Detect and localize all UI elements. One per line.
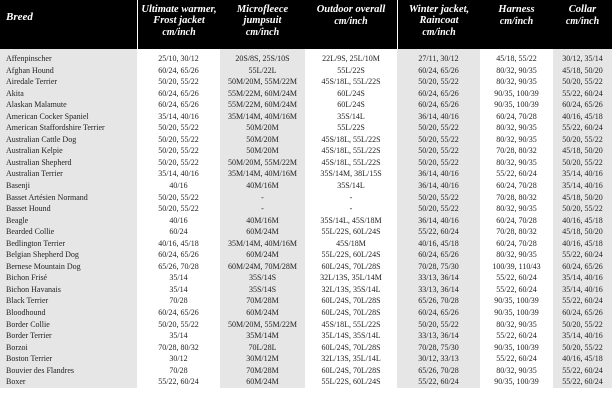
- size-cell: 80/32, 90/35: [480, 134, 553, 146]
- size-cell: 60L/24S, 70L/28S: [305, 261, 397, 273]
- size-cell: 50M/20M, 55M/22M: [220, 76, 305, 88]
- size-cell: 40M/16M: [220, 215, 305, 227]
- size-cell: 45S/18L, 55L/22S: [305, 319, 397, 331]
- size-cell: 60L/24S, 70L/28S: [305, 342, 397, 354]
- column-title: Ultimate warmer, Frost jacket: [141, 4, 217, 26]
- size-cell: 55/22, 60/24: [553, 122, 612, 134]
- size-cell: 35/14, 40/16: [137, 168, 220, 180]
- size-cell: 55/22, 60/24: [480, 272, 553, 284]
- size-cell: 80/32, 90/35: [480, 122, 553, 134]
- column-unit: cm/inch: [245, 27, 280, 38]
- column-title: Collar: [568, 4, 597, 15]
- size-cell: 50M/20M: [220, 145, 305, 157]
- table-row: [0, 295, 612, 307]
- size-cell: 90/35, 100/39: [480, 295, 553, 307]
- size-cell: 35M/14M: [220, 330, 305, 342]
- size-cell: 32L/13S, 35L/14L: [305, 353, 397, 365]
- size-cell: 35S/14S: [220, 272, 305, 284]
- size-cell: 50/20, 55/22: [137, 145, 220, 157]
- breed-cell: Basset Hound: [0, 203, 137, 215]
- table-row: [0, 238, 612, 250]
- size-cell: 60/24, 65/26: [137, 99, 220, 111]
- size-cell: 50/20, 55/22: [137, 157, 220, 169]
- table-row: [0, 342, 612, 354]
- size-cell: 70/28: [137, 365, 220, 377]
- size-cell: 55/22, 60/24: [553, 295, 612, 307]
- table-row: [0, 134, 612, 146]
- size-cell: 60M/24M: [220, 249, 305, 261]
- column-title: Outdoor overall: [316, 4, 386, 15]
- size-cell: 60/24, 65/26: [553, 99, 612, 111]
- size-cell: 40/16: [137, 180, 220, 192]
- size-cell: 20S/8S, 25S/10S: [220, 49, 305, 65]
- breed-cell: Bedlington Terrier: [0, 238, 137, 250]
- table-row: [0, 111, 612, 123]
- size-cell: 45/18, 50/20: [553, 226, 612, 238]
- size-cell: 45S/18L, 55L/22S: [305, 145, 397, 157]
- table-row: [0, 319, 612, 331]
- size-cell: 55/22, 60/24: [397, 226, 480, 238]
- size-cell: 50/20, 55/22: [137, 203, 220, 215]
- size-cell: 35M/14M, 40M/16M: [220, 111, 305, 123]
- size-cell: 90/35, 100/39: [480, 88, 553, 100]
- breed-cell: American Staffordshire Terrier: [0, 122, 137, 134]
- table-row: [0, 88, 612, 100]
- size-cell: 50/20, 55/22: [397, 76, 480, 88]
- breed-cell: Border Collie: [0, 319, 137, 331]
- size-cell: 50M/20M: [220, 134, 305, 146]
- size-cell: 35S/14S: [220, 284, 305, 296]
- size-cell: 60/24, 65/26: [397, 249, 480, 261]
- size-cell: 60/24, 65/26: [397, 99, 480, 111]
- size-cell: 50M/20M, 55M/22M: [220, 319, 305, 331]
- column-unit: cm/inch: [334, 16, 368, 27]
- size-cell: 60/24, 65/26: [397, 307, 480, 319]
- size-cell: 35/14, 40/16: [553, 180, 612, 192]
- size-cell: 35/14: [137, 330, 220, 342]
- size-cell: 33/13, 36/14: [397, 284, 480, 296]
- size-cell: 90/35, 100/39: [480, 99, 553, 111]
- size-cell: 65/26, 70/28: [397, 365, 480, 377]
- size-cell: 55L/22S, 60L/24S: [305, 249, 397, 261]
- size-cell: 35/14: [137, 272, 220, 284]
- size-cell: 50/20, 55/22: [397, 203, 480, 215]
- breed-cell: Akita: [0, 88, 137, 100]
- size-cell: 55L/22S, 60L/24S: [305, 226, 397, 238]
- size-cell: 35S/14L: [305, 111, 397, 123]
- size-cell: 50/20, 55/22: [553, 134, 612, 146]
- size-cell: 60L/24S, 70L/28S: [305, 365, 397, 377]
- table-row: [0, 330, 612, 342]
- size-cell: 27/11, 30/12: [397, 49, 480, 65]
- size-cell: 55L/22S: [305, 65, 397, 77]
- size-cell: 32L/13S, 35L/14M: [305, 272, 397, 284]
- size-cell: 35S/14M, 38L/15S: [305, 168, 397, 180]
- size-cell: 60/24, 65/26: [553, 307, 612, 319]
- column-header-4: [397, 0, 480, 49]
- size-cell: 70/28, 80/32: [480, 226, 553, 238]
- size-cell: 60/24, 65/26: [553, 261, 612, 273]
- size-cell: 70/28: [137, 295, 220, 307]
- table-row: [0, 99, 612, 111]
- size-cell: 55/22, 60/24: [137, 376, 220, 388]
- size-cell: 50/20, 55/22: [397, 319, 480, 331]
- size-cell: 55/22, 60/24: [480, 353, 553, 365]
- size-cell: -: [305, 203, 397, 215]
- size-cell: 60/24, 65/26: [137, 65, 220, 77]
- breed-cell: Belgian Shepherd Dog: [0, 249, 137, 261]
- column-unit: cm/inch: [499, 16, 534, 27]
- size-cell: 80/32, 90/35: [480, 76, 553, 88]
- size-cell: 90/35, 100/39: [480, 376, 553, 388]
- table-row: [0, 192, 612, 204]
- size-cell: 70/28, 75/30: [397, 261, 480, 273]
- breed-cell: Boston Terrier: [0, 353, 137, 365]
- size-cell: 50M/20M, 55M/22M: [220, 157, 305, 169]
- size-cell: 60/24, 70/28: [480, 238, 553, 250]
- size-cell: 55M/22M, 60M/24M: [220, 88, 305, 100]
- size-cell: 70/28, 80/32: [137, 342, 220, 354]
- size-cell: 60/24, 70/28: [480, 215, 553, 227]
- size-cell: 60M/24M: [220, 376, 305, 388]
- size-cell: 50/20, 55/22: [137, 76, 220, 88]
- size-cell: 22L/9S, 25L/10M: [305, 49, 397, 65]
- column-title: Breed: [6, 11, 33, 23]
- size-cell: 50/20, 55/22: [553, 319, 612, 331]
- breed-cell: Black Terrier: [0, 295, 137, 307]
- size-cell: 35S/14L: [305, 180, 397, 192]
- table-row: [0, 353, 612, 365]
- size-cell: 70/28, 75/30: [397, 342, 480, 354]
- column-header-2: [220, 0, 305, 49]
- table-row: [0, 122, 612, 134]
- size-cell: 55/22, 60/24: [397, 376, 480, 388]
- size-cell: 50/20, 55/22: [553, 342, 612, 354]
- size-cell: 35S/14L, 45S/18M: [305, 215, 397, 227]
- size-cell: 45/18, 50/20: [553, 145, 612, 157]
- breed-cell: Affenpinscher: [0, 49, 137, 65]
- size-cell: 80/32, 90/35: [480, 203, 553, 215]
- size-cell: 55/22, 60/24: [553, 249, 612, 261]
- size-cell: 70L/28L: [220, 342, 305, 354]
- size-cell: 60L/24S: [305, 99, 397, 111]
- table-body: [0, 49, 612, 388]
- size-cell: 60M/24M: [220, 307, 305, 319]
- size-cell: 80/32, 90/35: [480, 365, 553, 377]
- size-cell: 60/24: [137, 226, 220, 238]
- column-header-6: [553, 0, 612, 49]
- size-cell: 35M/14M, 40M/16M: [220, 168, 305, 180]
- breed-cell: Australian Cattle Dog: [0, 134, 137, 146]
- breed-cell: Afghan Hound: [0, 65, 137, 77]
- size-cell: 60/24, 65/26: [137, 307, 220, 319]
- table-header: [0, 0, 612, 49]
- size-cell: 65/26, 70/28: [397, 295, 480, 307]
- size-cell: 32L/13S, 35S/14L: [305, 284, 397, 296]
- size-cell: 33/13, 36/14: [397, 272, 480, 284]
- size-cell: 35/14, 40/16: [553, 330, 612, 342]
- size-cell: 80/32, 90/35: [480, 157, 553, 169]
- size-cell: -: [305, 192, 397, 204]
- size-cell: 36/14, 40/16: [397, 215, 480, 227]
- table-row: [0, 49, 612, 65]
- size-cell: 65/26, 70/28: [137, 261, 220, 273]
- size-cell: 50/20, 55/22: [137, 319, 220, 331]
- breed-cell: Bloodhound: [0, 307, 137, 319]
- size-cell: 50/20, 55/22: [137, 192, 220, 204]
- size-cell: 35/14, 40/16: [553, 272, 612, 284]
- breed-cell: Australian Terrier: [0, 168, 137, 180]
- column-header-1: [137, 0, 220, 49]
- size-cell: 50/20, 55/22: [553, 76, 612, 88]
- size-cell: 50/20, 55/22: [137, 122, 220, 134]
- size-cell: 60/24, 65/26: [397, 88, 480, 100]
- size-cell: 45/18, 50/20: [553, 65, 612, 77]
- breed-cell: Beagle: [0, 215, 137, 227]
- breed-cell: Bichon Havanais: [0, 284, 137, 296]
- size-cell: 33/13, 36/14: [397, 330, 480, 342]
- size-cell: 45S/18L, 55L/22S: [305, 157, 397, 169]
- column-title: Microfleece jumpsuit: [236, 4, 289, 26]
- table-row: [0, 226, 612, 238]
- breed-cell: Bouvier des Flandres: [0, 365, 137, 377]
- column-unit: cm/inch: [162, 27, 196, 38]
- size-cell: 45S/18L, 55L/22S: [305, 76, 397, 88]
- table-row: [0, 168, 612, 180]
- size-cell: 45/18, 55/22: [480, 49, 553, 65]
- size-cell: 45S/18L, 55L/22S: [305, 134, 397, 146]
- size-cell: 50/20, 55/22: [553, 157, 612, 169]
- table-row: [0, 76, 612, 88]
- breed-cell: Australian Kelpie: [0, 145, 137, 157]
- breed-cell: Airedale Terrier: [0, 76, 137, 88]
- size-cell: 60/24, 70/28: [480, 111, 553, 123]
- table-row: [0, 284, 612, 296]
- table-row: [0, 180, 612, 192]
- size-cell: 25/10, 30/12: [137, 49, 220, 65]
- breed-cell: Australian Shepherd: [0, 157, 137, 169]
- size-cell: 40/16: [137, 215, 220, 227]
- column-unit: cm/inch: [422, 27, 456, 38]
- table-row: [0, 203, 612, 215]
- size-cell: 55/22, 60/24: [553, 376, 612, 388]
- size-cell: 80/32, 90/35: [480, 249, 553, 261]
- size-cell: 55L/22S, 60L/24S: [305, 376, 397, 388]
- size-cell: 50/20, 55/22: [553, 203, 612, 215]
- size-cell: 70M/28M: [220, 365, 305, 377]
- size-cell: 50/20, 55/22: [137, 134, 220, 146]
- size-cell: 90/35, 100/39: [480, 342, 553, 354]
- size-cell: 70M/28M: [220, 295, 305, 307]
- size-cell: 60/24, 65/26: [137, 249, 220, 261]
- table-row: [0, 65, 612, 77]
- size-cell: 45/18, 50/20: [553, 192, 612, 204]
- column-header-3: [305, 0, 397, 49]
- size-cell: 40/16, 45/18: [137, 238, 220, 250]
- size-cell: 50/20, 55/22: [397, 157, 480, 169]
- table-row: [0, 376, 612, 388]
- size-cell: 80/32, 90/35: [480, 65, 553, 77]
- size-cell: 50/20, 55/22: [397, 134, 480, 146]
- size-cell: 30/12, 35/14: [553, 49, 612, 65]
- size-cell: 45S/18M: [305, 238, 397, 250]
- breed-cell: Basenji: [0, 180, 137, 192]
- size-cell: 55/22, 60/24: [480, 168, 553, 180]
- breed-cell: Bichon Frisé: [0, 272, 137, 284]
- size-cell: 35/14, 40/16: [137, 111, 220, 123]
- table-row: [0, 215, 612, 227]
- column-header-0: [0, 0, 137, 49]
- size-cell: 40/16, 45/18: [553, 215, 612, 227]
- size-cell: -: [220, 203, 305, 215]
- size-cell: -: [220, 192, 305, 204]
- size-cell: 55L/22S: [305, 122, 397, 134]
- breed-cell: Alaskan Malamute: [0, 99, 137, 111]
- size-cell: 70/28, 80/32: [480, 145, 553, 157]
- column-unit: cm/inch: [565, 16, 600, 27]
- size-cell: 55/22, 60/24: [480, 284, 553, 296]
- size-cell: 90/35, 100/39: [480, 307, 553, 319]
- size-cell: 55/22, 60/24: [553, 365, 612, 377]
- size-cell: 100/39, 110/43: [480, 261, 553, 273]
- breed-cell: Bearded Collie: [0, 226, 137, 238]
- size-cell: 35/14, 40/16: [553, 284, 612, 296]
- breed-cell: Boxer: [0, 376, 137, 388]
- size-cell: 36/14, 40/16: [397, 168, 480, 180]
- size-cell: 30/12, 33/13: [397, 353, 480, 365]
- size-cell: 40M/16M: [220, 180, 305, 192]
- size-cell: 35/14: [137, 284, 220, 296]
- table-row: [0, 365, 612, 377]
- size-cell: 30M/12M: [220, 353, 305, 365]
- breed-cell: Border Terrier: [0, 330, 137, 342]
- size-cell: 70/28, 80/32: [480, 192, 553, 204]
- table-row: [0, 249, 612, 261]
- size-cell: 60L/24S: [305, 88, 397, 100]
- size-cell: 50/20, 55/22: [397, 122, 480, 134]
- size-cell: 55M/22M, 60M/24M: [220, 99, 305, 111]
- size-cell: 30/12: [137, 353, 220, 365]
- size-cell: 55L/22L: [220, 65, 305, 77]
- column-header-5: [480, 0, 553, 49]
- table-row: [0, 272, 612, 284]
- table-row: [0, 157, 612, 169]
- breed-cell: American Cocker Spaniel: [0, 111, 137, 123]
- size-cell: 55/22, 60/24: [480, 330, 553, 342]
- size-cell: 36/14, 40/16: [397, 180, 480, 192]
- table-row: [0, 261, 612, 273]
- size-cell: 50/20, 55/22: [397, 145, 480, 157]
- size-cell: 40/16, 45/18: [553, 353, 612, 365]
- size-cell: 60L/24S, 70L/28S: [305, 295, 397, 307]
- breed-cell: Borzoi: [0, 342, 137, 354]
- size-cell: 35L/14S, 35S/14L: [305, 330, 397, 342]
- size-cell: 50M/20M: [220, 122, 305, 134]
- size-cell: 36/14, 40/16: [397, 111, 480, 123]
- size-cell: 40/16, 45/18: [553, 111, 612, 123]
- size-cell: 55/22, 60/24: [553, 88, 612, 100]
- size-cell: 60/24, 65/26: [397, 65, 480, 77]
- table-row: [0, 145, 612, 157]
- breed-cell: Basset Artésien Normand: [0, 192, 137, 204]
- size-cell: 60/24, 70/28: [480, 180, 553, 192]
- size-cell: 60M/24M: [220, 226, 305, 238]
- size-cell: 40/16, 45/18: [553, 238, 612, 250]
- size-cell: 60L/24S, 70L/28S: [305, 307, 397, 319]
- size-cell: 35/14, 40/16: [553, 168, 612, 180]
- column-title: Winter jacket, Raincoat: [408, 4, 470, 26]
- size-cell: 50/20, 55/22: [397, 192, 480, 204]
- size-cell: 60/24, 65/26: [137, 88, 220, 100]
- size-cell: 35M/14M, 40M/16M: [220, 238, 305, 250]
- table-row: [0, 307, 612, 319]
- size-cell: 60M/24M, 70M/28M: [220, 261, 305, 273]
- size-cell: 80/32, 90/35: [480, 319, 553, 331]
- breed-cell: Bernese Mountain Dog: [0, 261, 137, 273]
- column-title: Harness: [498, 4, 535, 15]
- size-cell: 40/16, 45/18: [397, 238, 480, 250]
